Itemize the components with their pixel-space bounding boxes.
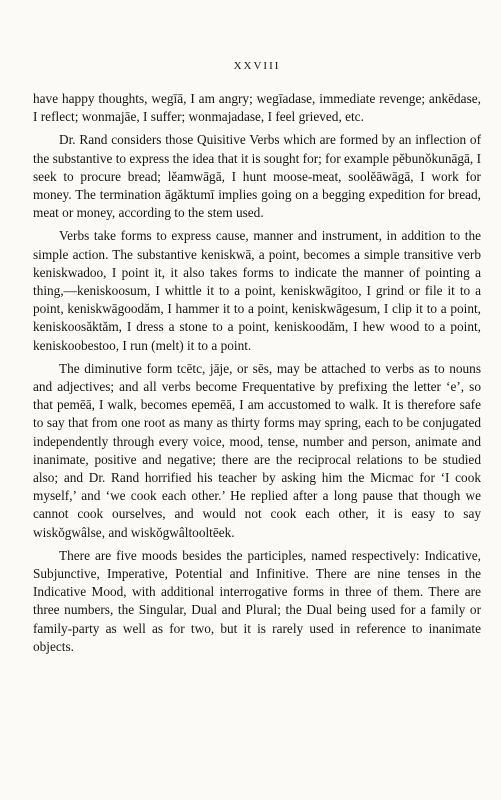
paragraph-3: Verbs take forms to express cause, manner and instrument, in addition to the simple action. The substantive keniskwā, a point, becomes a simple transitive verb keniskwadoo, I point it, it also takes forms to indicate the manner of pointing a thing,—keniskoosum, I whittle it to a point, keniskwāgitoo, I grind or file it to a point, keniskwāgoodăm, I hammer it to a point, keniskwāgesum, I clip it to a point, keniskoosăktăm, I dress a stone to a point, keniskoodăm, I hew wood to a point, keniskoobestoo, I run (melt) it to a point.	[33, 228, 481, 353]
paragraph-4: The diminutive form tcētc, jāje, or sēs, may be attached to verbs as to nouns and adjectives; and all verbs become Frequentative by prefixing the letter ‘e’, so that pemēā, I walk, becomes epemēā, I am accustomed to walk. It is therefore safe to say that from one root as many as thirty forms may spring, each to be conjugated independently through every voice, mood, tense, number and person, animate and inanimate, positive and negative; there are the reciprocal relations to be studied also; and Dr. Rand horrified his teacher by asking him the Micmac for ‘I cook myself,’ and ‘we cook each other.’ He replied after a long pause that though we cannot cook ourselves, and would not cook each other, it is easy to say wiskŏgwâlse, and wiskŏgwâltooltēek.	[33, 360, 481, 540]
page-number: XXVIII	[233, 60, 281, 72]
paragraph-2: Dr. Rand considers those Quisitive Verbs which are formed by an inflection of the substantive to express the idea that it is sought for; for example pĕbunŏkunāgā, I seek to procure bread; lĕamwāgā, I hunt moose-meat, soolĕāwāgā, I work for money. The termination āgăktumī implies going on a begging expedition for bread, meat or money, according to the stem used.	[33, 132, 481, 221]
paragraph-5: There are five moods besides the participles, named respectively: Indicative, Subjunctive, Imperative, Potential and Infinitive. There are nine tenses in the Indicative Mood, with additional interrogative forms in three of them. There are three numbers, the Singular, Dual and Plural; the Dual being used for a family or family-party as well as for two, but it is rarely used in reference to inanimate objects.	[33, 547, 481, 654]
paragraph-1: have happy thoughts, wegīā, I am angry; wegīadase, immediate revenge; ankēdase, I reflect; wonmajāe, I suffer; wonmajadase, I feel grieved, etc.	[33, 91, 481, 125]
